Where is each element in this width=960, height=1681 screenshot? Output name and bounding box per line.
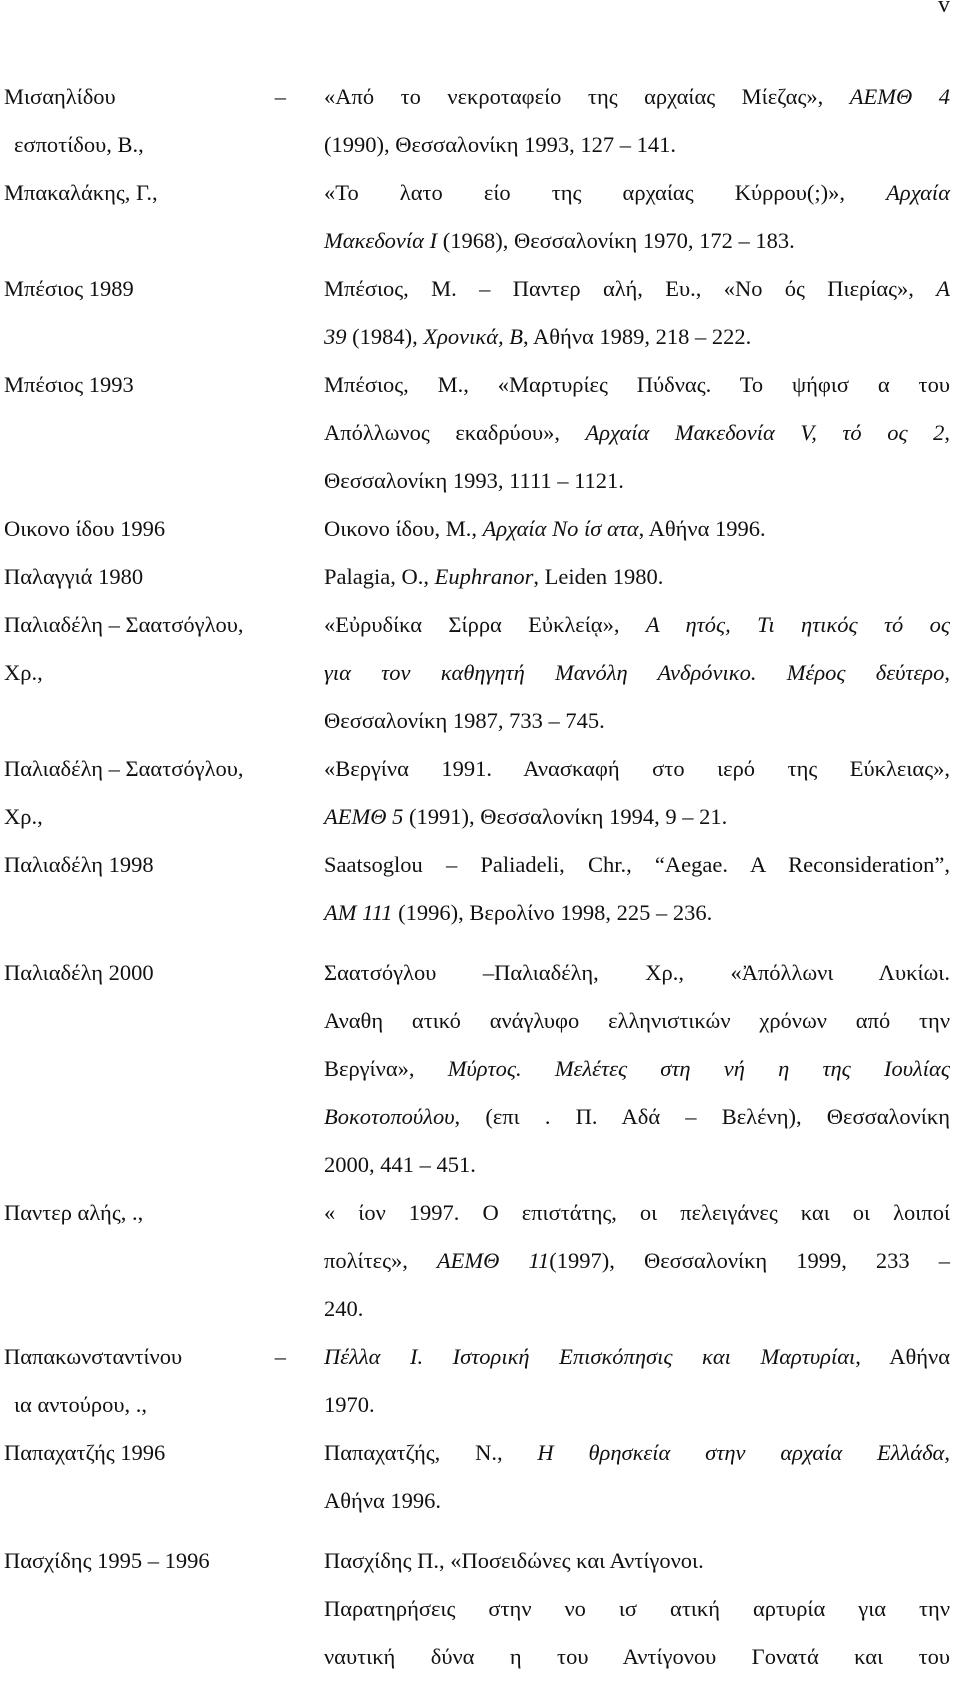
entry-reference bbox=[324, 601, 950, 745]
reference-line: Πέλλα Ι. Ιστορική Επισκόπησις και Μαρτυρίαι, Αθήνα bbox=[324, 1344, 950, 1369]
entry-reference bbox=[324, 505, 950, 553]
bibliography-entry bbox=[0, 745, 960, 841]
entry-key-line: Μισαηλίδου bbox=[4, 84, 116, 109]
entry-reference bbox=[324, 1537, 950, 1681]
entry-reference bbox=[324, 745, 950, 841]
entry-reference bbox=[324, 1189, 950, 1333]
reference-line: Σαατσόγλου –Παλιαδέλη, Χρ., «Ἀπόλλωνι Λυκίωι. bbox=[324, 960, 950, 985]
entry-key bbox=[4, 1333, 304, 1429]
entry-key bbox=[4, 1537, 304, 1585]
entry-key-line: Μπακαλάκης, Γ., bbox=[4, 180, 158, 205]
reference-line: Saatsoglou – Paliadeli, Chr., “Aegae. A Reconsideration”, bbox=[324, 852, 950, 877]
entry-key bbox=[4, 745, 304, 841]
reference-line: 240. bbox=[324, 1296, 364, 1321]
reference-line: «Εὐρυδίκα Σίρρα Εὐκλείᾳ», Α ητός, Τι ητικός τό ος bbox=[324, 612, 950, 637]
entry-reference bbox=[324, 949, 950, 1189]
reference-line: 2000, 441 – 451. bbox=[324, 1152, 476, 1177]
reference-line: Θεσσαλονίκη 1993, 1111 – 1121. bbox=[324, 468, 624, 493]
entry-key-line: Οικονο ίδου 1996 bbox=[4, 516, 166, 541]
bibliography-entry bbox=[0, 1429, 960, 1525]
reference-line: Αθήνα 1996. bbox=[324, 1488, 442, 1513]
reference-line: Αναθη ατικό ανάγλυφο ελληνιστικών χρόνων από την bbox=[324, 1008, 950, 1033]
bibliography-entry bbox=[0, 553, 960, 601]
reference-line: Οικονο ίδου, Μ., Αρχαία Νο ίσ ατα, Αθήνα 1996. bbox=[324, 516, 766, 541]
reference-line: Μπέσιος, Μ., «Μαρτυρίες Πύδνας. Το ψήφισ α του bbox=[324, 372, 950, 397]
entry-key-line: Παλαγγιά 1980 bbox=[4, 564, 144, 589]
reference-line: Απόλλωνος εκαδρύου», Αρχαία Μακεδονία V, τό ος 2, bbox=[324, 420, 950, 445]
reference-line: Παρατηρήσεις στην νο ισ ατική αρτυρία για την bbox=[324, 1596, 950, 1621]
reference-line: 1970. bbox=[324, 1392, 375, 1417]
entry-key bbox=[4, 601, 304, 697]
bibliography-entry bbox=[0, 1189, 960, 1333]
entry-key bbox=[4, 1429, 304, 1477]
reference-line: (1990), Θεσσαλονίκη 1993, 127 – 141. bbox=[324, 132, 676, 157]
bibliography-entry bbox=[0, 361, 960, 505]
reference-line: «Το λατο είο της αρχαίας Κύρρου(;)», Αρχαία bbox=[324, 180, 950, 205]
entry-key-line: Πασχίδης 1995 – 1996 bbox=[4, 1548, 210, 1573]
reference-line: Πασχίδης Π., «Ποσειδώνες και Αντίγονοι. bbox=[324, 1548, 704, 1573]
reference-line: 39 (1984), Χρονικά, Β, Αθήνα 1989, 218 – 222. bbox=[324, 324, 752, 349]
reference-line: «Βεργίνα 1991. Ανασκαφή στο ιερό της Εύκλειας», bbox=[324, 756, 950, 781]
entry-reference bbox=[324, 1429, 950, 1525]
entry-reference bbox=[324, 841, 950, 937]
bibliography-entry bbox=[0, 601, 960, 745]
reference-line: Παπαχατζής, Ν., Η θρησκεία στην αρχαία Ελλάδα, bbox=[324, 1440, 950, 1465]
entry-reference bbox=[324, 1333, 950, 1429]
entry-reference bbox=[324, 265, 950, 361]
reference-line: πολίτες», ΑΕΜΘ 11(1997), Θεσσαλονίκη 1999, 233 – bbox=[324, 1248, 950, 1273]
bibliography-entry bbox=[0, 1333, 960, 1429]
reference-line: «Από το νεκροταφείο της αρχαίας Μίεζας», ΑΕΜΘ 4 bbox=[324, 84, 950, 109]
reference-line: Βεργίνα», Μύρτος. Μελέτες στη νή η της Ιουλίας bbox=[324, 1056, 950, 1081]
reference-line: Palagia, O., Euphranor, Leiden 1980. bbox=[324, 564, 664, 589]
bibliography-list bbox=[0, 73, 960, 1681]
entry-reference bbox=[324, 73, 950, 169]
entry-key-dash: – bbox=[274, 1344, 286, 1369]
page-number: v bbox=[938, 0, 950, 18]
entry-key-line: εσποτίδου, Β., bbox=[14, 132, 144, 157]
entry-key-line: Μπέσιος 1989 bbox=[4, 276, 134, 301]
bibliography-entry bbox=[0, 1537, 960, 1681]
entry-key-line: Παπακωνσταντίνου bbox=[4, 1344, 183, 1369]
reference-line: ΑΕΜΘ 5 (1991), Θεσσαλονίκη 1994, 9 – 21. bbox=[324, 804, 728, 829]
bibliography-entry bbox=[0, 73, 960, 169]
entry-key-line: Παλιαδέλη – Σαατσόγλου, bbox=[4, 612, 244, 637]
bibliography-entry bbox=[0, 949, 960, 1189]
bibliography-entry bbox=[0, 505, 960, 553]
entry-key-line: Παλιαδέλη – Σαατσόγλου, bbox=[4, 756, 244, 781]
entry-key-line: Παλιαδέλη 2000 bbox=[4, 960, 154, 985]
entry-key bbox=[4, 1189, 304, 1237]
entry-reference bbox=[324, 169, 950, 265]
bibliography-entry bbox=[0, 265, 960, 361]
reference-line: Μπέσιος, Μ. – Παντερ αλή, Ευ., «Νο ός Πιερίας», Α bbox=[324, 276, 950, 301]
reference-line: Βοκοτοπούλου, (επι . Π. Αδά – Βελένη), Θεσσαλονίκη bbox=[324, 1104, 950, 1129]
bibliography-entry bbox=[0, 169, 960, 265]
entry-key bbox=[4, 265, 304, 313]
entry-key-line: Χρ., bbox=[4, 804, 43, 829]
entry-reference bbox=[324, 553, 950, 601]
reference-line: ναυτική δύνα η του Αντίγονου Γονατά και του bbox=[324, 1644, 950, 1669]
reference-line: « ίον 1997. Ο επιστάτης, οι πελειγάνες και οι λοιποί bbox=[324, 1200, 950, 1225]
reference-line: για τον καθηγητή Μανόλη Ανδρόνικο. Μέρος δεύτερο, bbox=[324, 660, 950, 685]
entry-key-line: Μπέσιος 1993 bbox=[4, 372, 134, 397]
entry-key-line: Παπαχατζής 1996 bbox=[4, 1440, 166, 1465]
entry-key-line: Χρ., bbox=[4, 660, 43, 685]
entry-key bbox=[4, 505, 304, 553]
entry-key-line: Παλιαδέλη 1998 bbox=[4, 852, 154, 877]
entry-key bbox=[4, 553, 304, 601]
reference-line: Μακεδονία Ι (1968), Θεσσαλονίκη 1970, 172 – 183. bbox=[324, 228, 795, 253]
entry-key-line: ια αντούρου, ., bbox=[14, 1392, 147, 1417]
entry-key bbox=[4, 949, 304, 997]
entry-key bbox=[4, 841, 304, 889]
entry-key bbox=[4, 169, 304, 217]
bibliography-entry bbox=[0, 841, 960, 937]
entry-key-dash: – bbox=[274, 84, 286, 109]
reference-line: AM 111 (1996), Βερολίνο 1998, 225 – 236. bbox=[324, 900, 713, 925]
entry-reference bbox=[324, 361, 950, 505]
entry-key-line: Παντερ αλής, ., bbox=[4, 1200, 144, 1225]
reference-line: Θεσσαλονίκη 1987, 733 – 745. bbox=[324, 708, 605, 733]
entry-key bbox=[4, 361, 304, 409]
entry-key bbox=[4, 73, 304, 169]
